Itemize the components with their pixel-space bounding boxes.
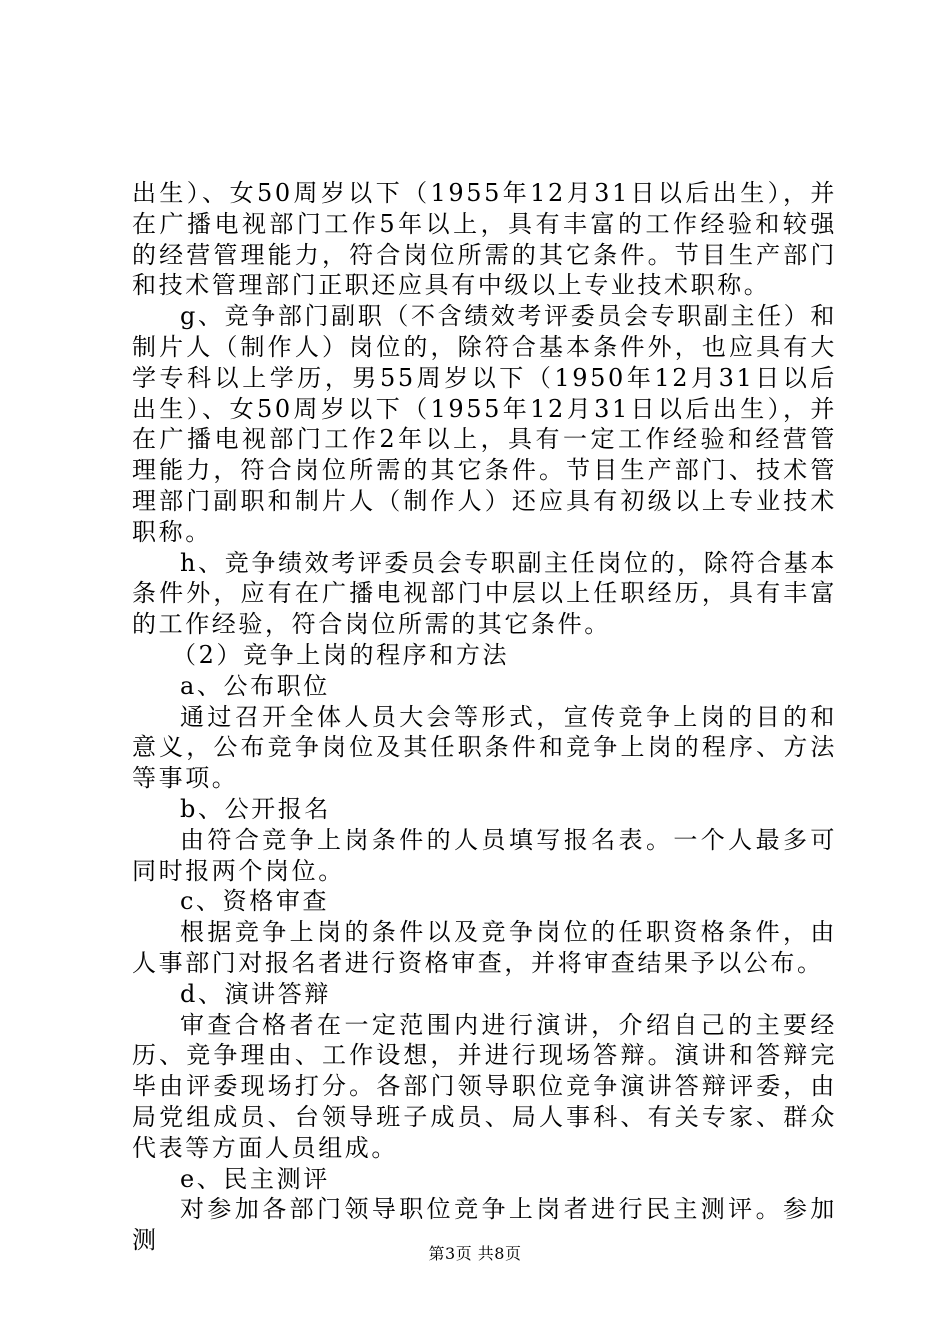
paragraph-a: 通过召开全体人员大会等形式，宣传竞争上岗的目的和意义，公布竞争岗位及其任职条件和竞争上岗的程序、方法等事项。 — [132, 702, 837, 793]
paragraph-d: 审查合格者在一定范围内进行演讲，介绍自己的主要经历、竞争理由、工作设想，并进行现场答辩。演讲和答辩完毕由评委现场打分。各部门领导职位竞争演讲答辩评委，由局党组成员、台领导班子成员、局人事科、有关专家、群众代表等方面人员组成。 — [132, 1010, 837, 1162]
subheading-a: a、公布职位 — [180, 671, 330, 700]
page-number-footer: 第3页 共8页 — [428, 1244, 522, 1263]
paragraph-e: 对参加各部门领导职位竞争上岗者进行民主测评。参加测 — [132, 1195, 837, 1255]
subheading-e: e、民主测评 — [180, 1164, 330, 1193]
subheading-b: b、公开报名 — [180, 794, 331, 823]
subheading-c: c、资格审查 — [180, 887, 330, 916]
document-body — [132, 178, 837, 1256]
paragraph-b: 由符合竞争上岗条件的人员填写报名表。一个人最多可同时报两个岗位。 — [132, 825, 837, 885]
subheading-d: d、演讲答辩 — [180, 979, 331, 1008]
paragraph-item-g: g、竞争部门副职（不含绩效考评委员会专职副主任）和制片人（制作人）岗位的，除符合基本条件外，也应具有大学专科以上学历，男55周岁以下（1950年12月31日以后出生）、女50周岁以下（1955年12月31日以后出生），并在广播电视部门工作2年以上，具有一定工作经验和经营管理能力，符合岗位所需的其它条件。节目生产部门、技术管理部门副职和制片人（制作人）还应具有初级以上专业技术职称。 — [132, 302, 837, 546]
section-heading-procedure: （2）竞争上岗的程序和方法 — [172, 640, 510, 669]
paragraph-item-h: h、竞争绩效考评委员会专职副主任岗位的，除符合基本条件外，应有在广播电视部门中层以上任职经历，具有丰富的工作经验，符合岗位所需的其它条件。 — [132, 548, 837, 639]
paragraph-c: 根据竞争上岗的条件以及竞争岗位的任职资格条件，由人事部门对报名者进行资格审查，并将审查结果予以公布。 — [132, 918, 837, 977]
paragraph-continuation: 出生）、女50周岁以下（1955年12月31日以后出生），并在广播电视部门工作5年以上，具有丰富的工作经验和较强的经营管理能力，符合岗位所需的其它条件。节目生产部门和技术管理部门正职还应具有中级以上专业技术职称。 — [132, 179, 837, 300]
